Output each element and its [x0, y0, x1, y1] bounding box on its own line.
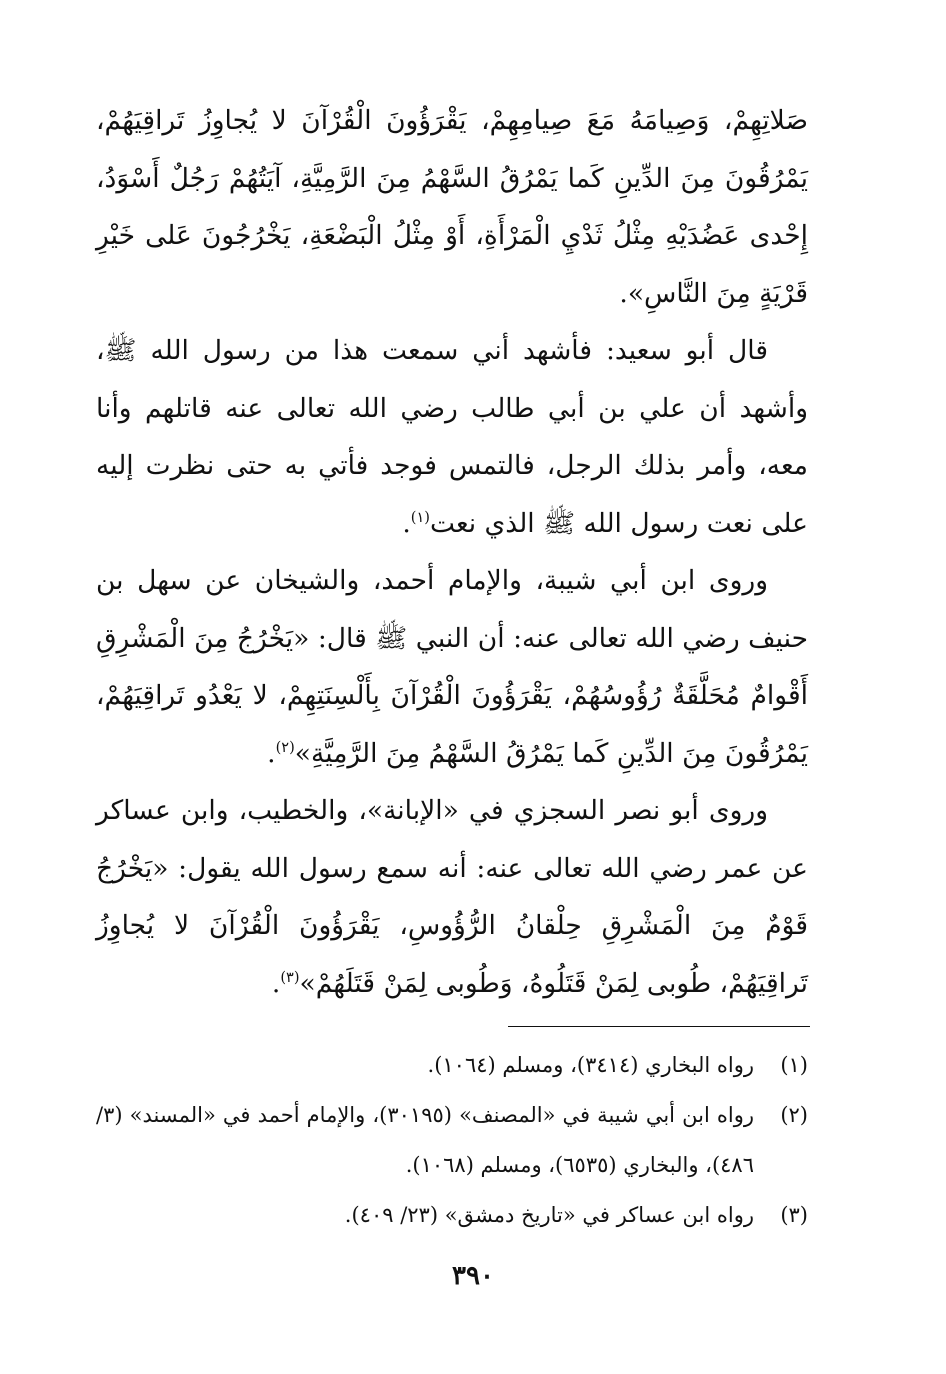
page-number: ٣٩٠ [452, 1261, 494, 1291]
paragraph-4-text: وروى أبو نصر السجزي في «الإبانة»، والخطيب، وابن عساكر عن عمر رضي الله تعالى عنه: أنه سمع رسول الله يقول: «يَخْرُجُ قَوْمٌ مِنَ الْمَشْرِقِ حِلْقانُ الرُّؤُوسِ، يَقْرَؤُونَ الْقُرْآنَ لا يُجاوِزُ تَراقِيَهُمْ، طُوبى لِمَنْ قَتَلُوهُ، وَطُوبى لِمَنْ قَتَلَهُمْ» [96, 795, 808, 999]
footnote-1 [96, 1040, 808, 1090]
footnote-2-number: (٢) [780, 1103, 808, 1127]
paragraph-1 [96, 92, 808, 322]
footnote-2-text: رواه ابن أبي شيبة في «المصنف» (٣٠١٩٥)، والإمام أحمد في «المسند» (٣/ ٤٨٦)، والبخاري (٦٥٣٥)، ومسلم (١٠٦٨). [96, 1103, 755, 1177]
footnote-2 [96, 1090, 808, 1190]
footnote-1-number: (١) [780, 1053, 808, 1077]
paragraph-2 [96, 322, 808, 552]
main-text [96, 92, 808, 1012]
paragraph-2-text: قال أبو سعيد: فأشهد أني سمعت هذا من رسول الله ﷺ، وأشهد أن علي بن أبي طالب رضي الله تعالى عنه قاتلهم وأنا معه، وأمر بذلك الرجل، فالتمس فوجد فأتي به حتى نظرت إليه على نعت رسول الله ﷺ الذي نعت [96, 335, 808, 539]
footnote-ref-1[interactable]: (١) [410, 508, 430, 526]
footnote-ref-3[interactable]: (٣) [280, 968, 300, 986]
paragraph-3-text: وروى ابن أبي شيبة، والإمام أحمد، والشيخان عن سهل بن حنيف رضي الله تعالى عنه: أن النبي ﷺ قال: «يَخْرُجُ مِنَ الْمَشْرِقِ أَقْوامٌ مُحَلَّقَةٌ رُؤُوسُهُمْ، يَقْرَؤُونَ الْقُرْآنَ بِأَلْسِنَتِهِمْ، لا يَعْدُو تَراقِيَهُمْ، يَمْرُقُونَ مِنَ الدِّينِ كَما يَمْرُقُ السَّهْمُ مِنَ الرَّمِيَّةِ» [96, 565, 808, 769]
footnotes [96, 1040, 808, 1240]
footnote-3-number: (٣) [780, 1203, 808, 1227]
footnote-3 [96, 1190, 808, 1240]
page-body [96, 92, 808, 1012]
footnote-separator [508, 1026, 810, 1027]
footnote-3-text: رواه ابن عساكر في «تاريخ دمشق» (٢٣/ ٤٠٩). [344, 1203, 754, 1227]
paragraph-4-tail: . [271, 967, 281, 999]
paragraph-2-tail: . [402, 507, 411, 539]
footnote-ref-2[interactable]: (٢) [275, 738, 295, 756]
paragraph-3-tail: . [267, 737, 276, 769]
paragraph-4 [96, 782, 808, 1012]
paragraph-1-text: صَلاتِهِمْ، وَصِيامَهُ مَعَ صِيامِهِمْ، يَقْرَؤُونَ الْقُرْآنَ لا يُجاوِزُ تَراقِيَهُمْ، يَمْرُقُونَ مِنَ الدِّينِ كَما يَمْرُقُ السَّهْمُ مِنَ الرَّمِيَّةِ، آيَتُهُمْ رَجُلٌ أَسْوَدُ، إِحْدى عَضُدَيْهِ مِثْلُ ثَدْيِ الْمَرْأَةِ، أَوْ مِثْلُ الْبَضْعَةِ، يَخْرُجُونَ عَلى خَيْرِ قَرْيَةٍ مِنَ النَّاسِ». [96, 105, 808, 309]
footnote-1-text: رواه البخاري (٣٤١٤)، ومسلم (١٠٦٤). [427, 1053, 754, 1077]
paragraph-3 [96, 552, 808, 782]
